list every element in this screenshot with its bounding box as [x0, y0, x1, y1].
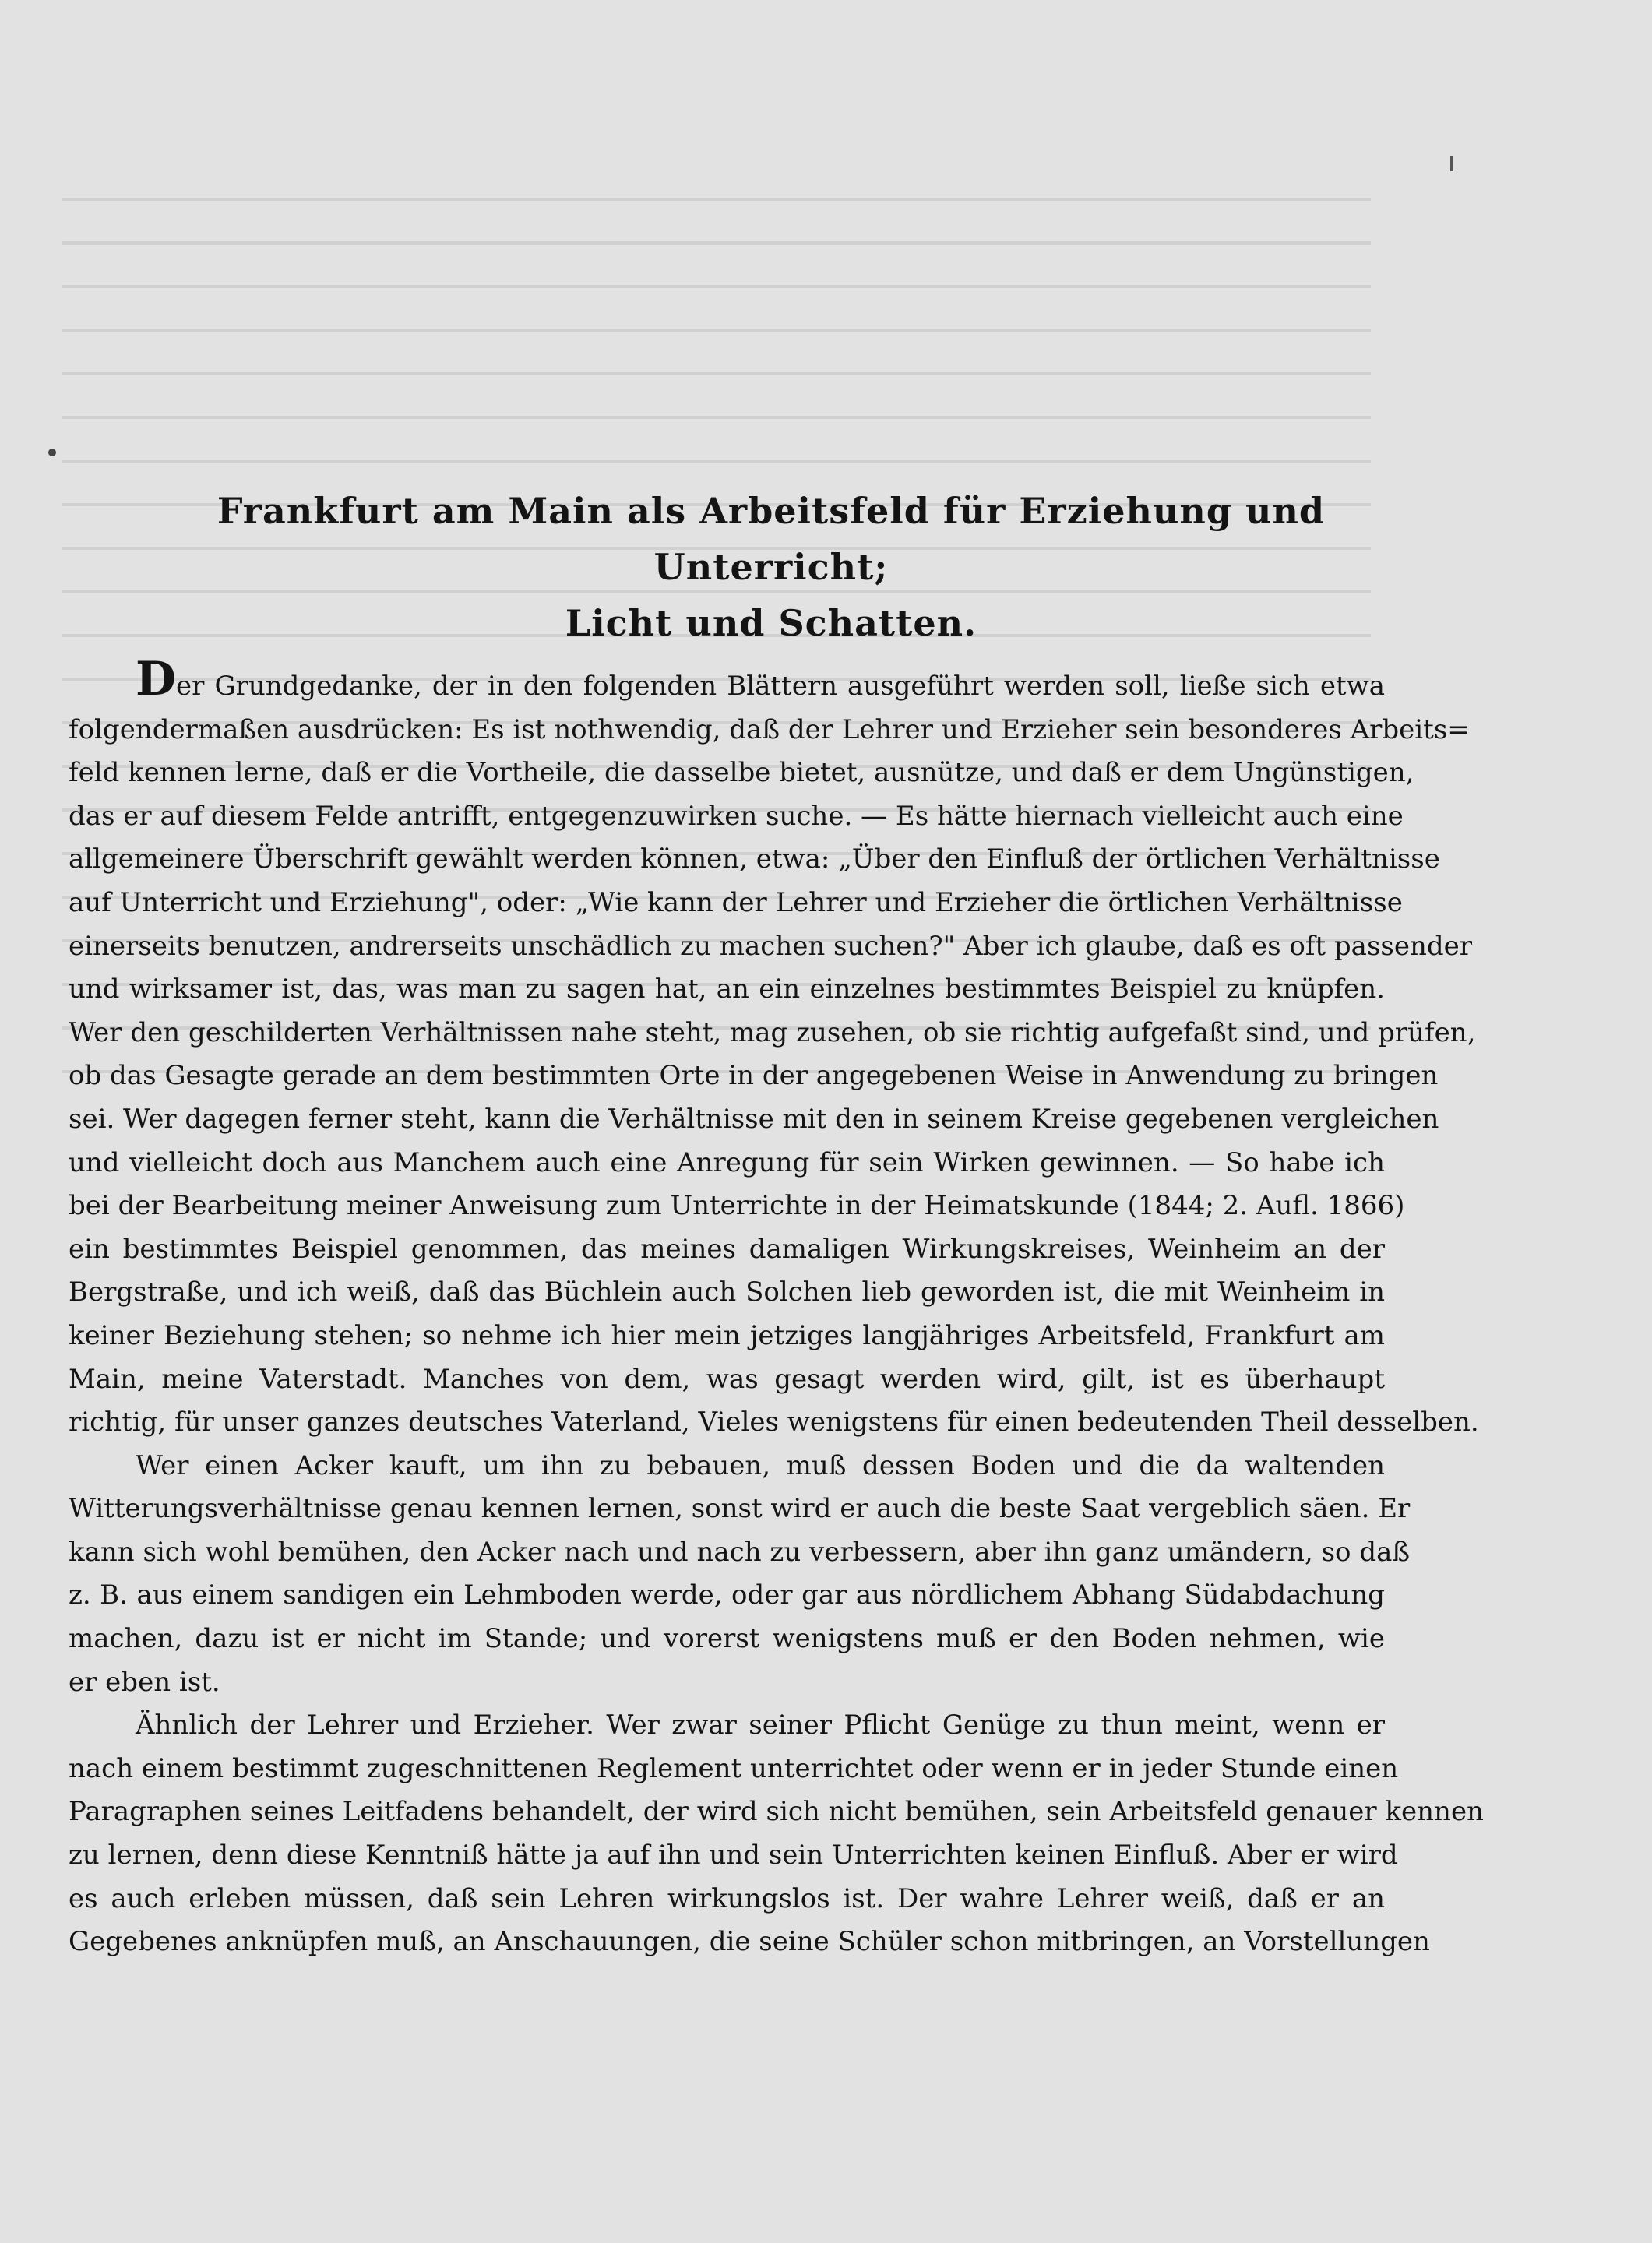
paragraph2-line: kann sich wohl bemühen, den Acker nach und nach zu verbessern, aber ihn ganz umändern, so daß	[69, 1536, 1411, 1568]
paragraph1-line: sei. Wer dagegen ferner steht, kann die Verhältnisse mit den in seinem Kreise gegebenen vergleichen	[69, 1103, 1439, 1135]
paragraph1-line: und vielleicht doch aus Manchem auch eine Anregung für sein Wirken gewinnen. — So habe ich	[69, 1146, 1385, 1178]
paragraph3-line: nach einem bestimmt zugeschnittenen Reglement unterrichtet oder wenn er in jeder Stunde einen	[69, 1752, 1399, 1784]
paragraph1-line: keiner Beziehung stehen; so nehme ich hier mein jetziges langjähriges Arbeitsfeld, Frankfurt am	[69, 1319, 1385, 1351]
paragraph1-line: auf Unterricht und Erziehung", oder: „Wie kann der Lehrer und Erzieher die örtlichen Verhältnisse	[69, 886, 1403, 918]
paragraph2-line: z. B. aus einem sandigen ein Lehmboden werde, oder gar aus nördlichem Abhang Südabdachung	[69, 1579, 1385, 1611]
paragraph1-line: Bergstraße, und ich weiß, daß das Büchlein auch Solchen lieb geworden ist, die mit Weinheim in	[69, 1276, 1385, 1308]
paragraph1-line: allgemeinere Überschrift gewählt werden können, etwa: „Über den Einfluß der örtlichen Verhältnisse	[69, 843, 1440, 875]
paragraph-2	[69, 1445, 1411, 1705]
paragraph2-line: Wer einen Acker kauft, um ihn zu bebauen, muß dessen Boden und die da waltenden	[136, 1449, 1385, 1481]
paragraph1-line: und wirksamer ist, das, was man zu sagen hat, an ein einzelnes bestimmtes Beispiel zu knüpfen.	[69, 974, 1385, 1005]
paragraph1-line: ein bestimmtes Beispiel genommen, das meines damaligen Wirkungskreises, Weinheim an der	[69, 1233, 1385, 1265]
paragraph3-line: Ähnlich der Lehrer und Erzieher. Wer zwar seiner Pflicht Genüge zu thun meint, wenn er	[136, 1710, 1385, 1741]
paragraph2-line: Witterungsverhältnisse genau kennen lernen, sonst wird er auch die beste Saat vergeblich säen. Er	[69, 1493, 1411, 1525]
paragraph3-line: zu lernen, denn diese Kenntniß hätte ja auf ihn und sein Unterrichten keinen Einfluß. Aber er wird	[69, 1840, 1398, 1872]
title-line-1: Frankfurt am Main als Arbeitsfeld für Erziehung und Unterricht;	[217, 490, 1326, 588]
drop-cap: D	[136, 652, 177, 706]
ink-spot	[48, 449, 56, 456]
paragraph-3	[69, 1704, 1484, 1964]
paragraph1-line: ob das Gesagte gerade an dem bestimmten Orte in der angegebenen Weise in Anwendung zu bringen	[69, 1060, 1439, 1092]
chapter-title	[164, 483, 1379, 651]
page-mark	[1450, 156, 1453, 171]
paragraph3-line: Paragraphen seines Leitfadens behandelt, der wird sich nicht bemühen, sein Arbeitsfeld genauer kennen	[69, 1796, 1484, 1828]
body-text	[69, 652, 1484, 1964]
paragraph2-line: er eben ist.	[69, 1666, 220, 1698]
paragraph1-line: bei der Bearbeitung meiner Anweisung zum Unterrichte in der Heimatskunde (1844; 2. Aufl. 1866)	[69, 1190, 1405, 1222]
paragraph-1	[69, 652, 1479, 1445]
paragraph1-line: das er auf diesem Felde antrifft, entgegenzuwirken suche. — Es hätte hiernach vielleicht auch eine	[69, 800, 1404, 832]
paragraph1-line: Main, meine Vaterstadt. Manches von dem, was gesagt werden wird, gilt, ist es überhaupt	[69, 1363, 1385, 1395]
paragraph1-line: Der Grundgedanke, der in den folgenden Blättern ausgeführt werden soll, ließe sich etwa	[136, 652, 1385, 706]
paragraph2-line: machen, dazu ist er nicht im Stande; und vorerst wenigstens muß er den Boden nehmen, wie	[69, 1623, 1385, 1655]
paragraph1-line: Wer den geschilderten Verhältnissen nahe steht, mag zusehen, ob sie richtig aufgefaßt sind, und prüfen,	[69, 1016, 1476, 1048]
paragraph3-line: es auch erleben müssen, daß sein Lehren wirkungslos ist. Der wahre Lehrer weiß, daß er an	[69, 1882, 1385, 1914]
title-line-2: Licht und Schatten.	[565, 602, 977, 644]
paragraph1-line: folgendermaßen ausdrücken: Es ist nothwendig, daß der Lehrer und Erzieher sein besonderes Arbeits=	[69, 713, 1470, 745]
paragraph1-line: einerseits benutzen, andrerseits unschädlich zu machen suchen?" Aber ich glaube, daß es oft passender	[69, 930, 1472, 962]
paragraph1-line: richtig, für unser ganzes deutsches Vaterland, Vieles wenigstens für einen bedeutenden Theil desselben.	[69, 1407, 1479, 1438]
paragraph1-line: feld kennen lerne, daß er die Vortheile, die dasselbe bietet, ausnütze, und daß er dem Ungünstigen,	[69, 757, 1414, 789]
paragraph3-line: Gegebenes anknüpfen muß, an Anschauungen, die seine Schüler schon mitbringen, an Vorstellungen	[69, 1926, 1430, 1958]
